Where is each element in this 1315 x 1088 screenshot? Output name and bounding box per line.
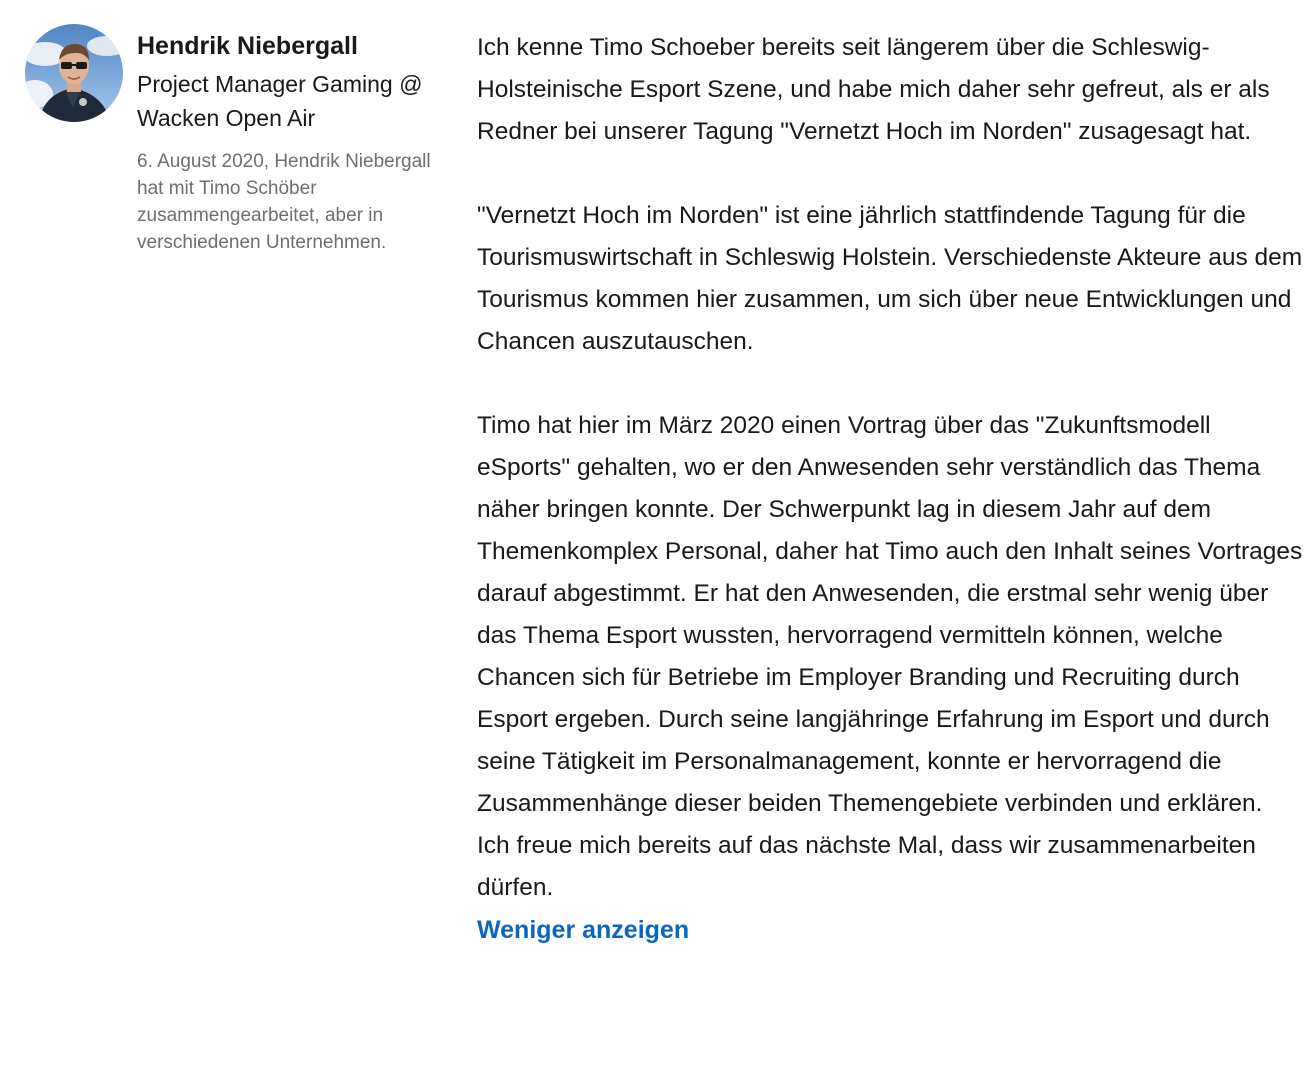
recommendation-paragraph: Ich freue mich bereits auf das nächste Mal, dass wir zusammenarbeiten dürfen.	[477, 832, 1256, 901]
recommendation-date-relation: 6. August 2020, Hendrik Niebergall hat mit Timo Schöber zusammengearbeitet, aber in verschiedenen Unternehmen.	[137, 151, 431, 253]
show-less-button[interactable]: Weniger anzeigen	[477, 916, 690, 944]
recommendation-text	[477, 27, 1303, 951]
recommender-meta	[137, 28, 452, 256]
recommendation-paragraph: Ich kenne Timo Schoeber bereits seit längerem über die Schleswig-Holsteinische Esport Szene, und habe mich daher sehr gefreut, als er als Redner bei unserer Tagung "Vernetzt Hoch im Norden" zusagesagt hat.	[477, 34, 1270, 145]
profile-photo-icon	[25, 24, 123, 122]
recommendation-paragraph: Timo hat hier im März 2020 einen Vortrag über das "Zukunftsmodell eSports" gehalten, wo er den Anwesenden sehr verständlich das Thema näher bringen konnte. Der Schwerpunkt lag in diesem Jahr auf dem Themenkomplex Personal, daher hat Timo auch den Inhalt seines Vortrages darauf abgestimmt. Er hat den Anwesenden, die erstmal sehr wenig über das Thema Esport wussten, hervorragend vermitteln können, welche Chancen sich für Betriebe im Employer Branding und Recruiting durch Esport ergeben. Durch seine langjähringe Erfahrung im Esport und durch seine Tätigkeit im Personalmanagement, konnte er hervorragend die Zusammenhänge dieser beiden Themengebiete verbinden und erklären.	[477, 412, 1303, 817]
recommender-name[interactable]: Hendrik Niebergall	[137, 32, 358, 60]
recommender-headline: Project Manager Gaming @ Wacken Open Air	[137, 71, 423, 131]
avatar[interactable]	[25, 24, 123, 122]
recommendation-paragraph: "Vernetzt Hoch im Norden" ist eine jährlich stattfindende Tagung für die Tourismuswirtschaft in Schleswig Holstein. Verschiedenste Akteure aus dem Tourismus kommen hier zusammen, um sich über neue Entwicklungen und Chancen auszutauschen.	[477, 202, 1303, 355]
